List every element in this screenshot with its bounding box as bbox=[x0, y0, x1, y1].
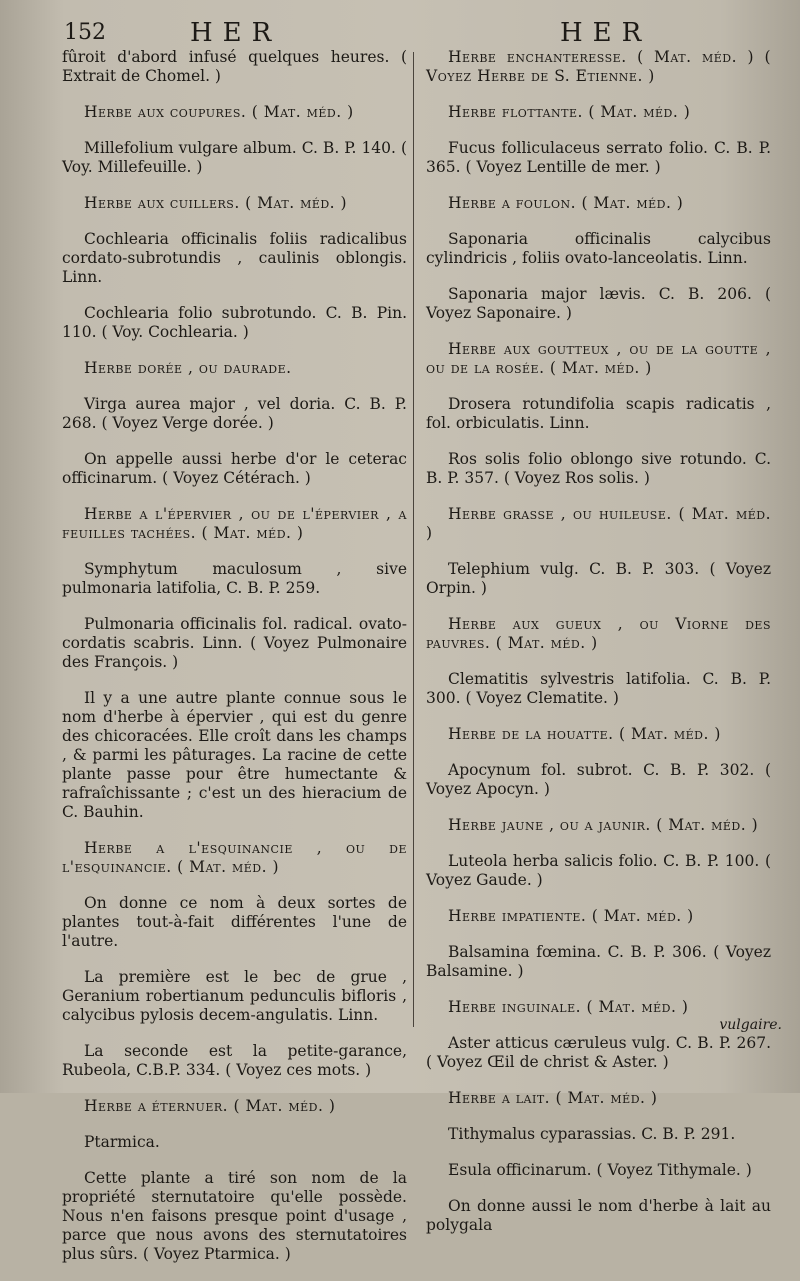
entry-heading: Herbe a l'esquinancie , ou de l'esquinancie. ( Mat. méd. ) bbox=[62, 839, 407, 876]
paragraph: Fucus folliculaceus serrato folio. C. B. P. 365. ( Voyez Lentille de mer. ) bbox=[426, 139, 771, 176]
paragraph: Apocynum fol. subrot. C. B. P. 302. ( Voyez Apocyn. ) bbox=[426, 761, 771, 798]
entry-heading: Herbe impatiente. ( Mat. méd. ) bbox=[448, 907, 694, 925]
entry-heading: Herbe aux goutteux , ou de la goutte , ou de la rosée. ( Mat. méd. ) bbox=[426, 340, 771, 377]
paragraph: Ros solis folio oblongo sive rotundo. C. B. P. 357. ( Voyez Ros solis. ) bbox=[426, 450, 771, 487]
paragraph: Tithymalus cyparassias. C. B. P. 291. bbox=[448, 1125, 736, 1143]
paragraph: On donne aussi le nom d'herbe à lait au polygala bbox=[426, 1197, 771, 1234]
running-header bbox=[0, 14, 800, 48]
paragraph: Saponaria major lævis. C. B. 206. ( Voyez Saponaire. ) bbox=[426, 285, 771, 322]
paragraph: Virga aurea major , vel doria. C. B. P. 268. ( Voyez Verge dorée. ) bbox=[62, 395, 407, 432]
column-divider bbox=[413, 52, 414, 1027]
entry-heading: Herbe a foulon. ( Mat. méd. ) bbox=[448, 194, 684, 212]
entry-heading: Herbe grasse , ou huileuse. ( Mat. méd. ) bbox=[426, 505, 771, 542]
entry-heading: Herbe de la houatte. ( Mat. méd. ) bbox=[448, 725, 721, 743]
entry-heading: Herbe a éternuer. ( Mat. méd. ) bbox=[84, 1097, 336, 1115]
paragraph: Drosera rotundifolia scapis radicatis , fol. orbiculatis. Linn. bbox=[426, 395, 771, 432]
running-head-right: HER bbox=[560, 18, 652, 48]
entry-heading: Herbe aux coupures. ( Mat. méd. ) bbox=[84, 103, 354, 121]
paragraph: On donne ce nom à deux sortes de plantes tout-à-fait différentes l'une de l'autre. bbox=[62, 894, 407, 950]
paragraph: Cochlearia officinalis foliis radicalibus cordato-subrotundis , caulinis oblongis. Linn. bbox=[62, 230, 407, 286]
paragraph: Millefolium vulgare album. C. B. P. 140. ( Voy. Millefeuille. ) bbox=[62, 139, 407, 176]
right-column bbox=[426, 48, 771, 1252]
entry-heading: Herbe dorée , ou daurade. bbox=[84, 359, 292, 377]
paragraph: Ptarmica. bbox=[84, 1133, 160, 1151]
left-column bbox=[62, 48, 407, 1281]
entry-heading: Herbe flottante. ( Mat. méd. ) bbox=[448, 103, 691, 121]
paragraph: La seconde est la petite-garance, Rubeola, C.B.P. 334. ( Voyez ces mots. ) bbox=[62, 1042, 407, 1079]
paragraph: Clematitis sylvestris latifolia. C. B. P. 300. ( Voyez Clematite. ) bbox=[426, 670, 771, 707]
paragraph: Il y a une autre plante connue sous le nom d'herbe à épervier , qui est du genre des chicoracées. Elle croît dans les champs , & parmi les pâturages. La racine de cette plante passe pour être humectante & rafraîchissante ; c'est un des hieracium de C. Bauhin. bbox=[62, 689, 407, 821]
paragraph: Saponaria officinalis calycibus cylindricis , foliis ovato-lanceolatis. Linn. bbox=[426, 230, 771, 267]
entry-heading: Herbe enchanteresse. ( Mat. méd. ) ( Voyez Herbe de S. Etienne. ) bbox=[426, 48, 771, 85]
entry-heading: Herbe aux cuillers. ( Mat. méd. ) bbox=[84, 194, 348, 212]
paragraph: Symphytum maculosum , sive pulmonaria latifolia, C. B. P. 259. bbox=[62, 560, 407, 597]
page-number: 152 bbox=[64, 20, 106, 45]
paragraph: Luteola herba salicis folio. C. B. P. 100. ( Voyez Gaude. ) bbox=[426, 852, 771, 889]
paragraph: Cochlearia folio subrotundo. C. B. Pin. 110. ( Voy. Cochlearia. ) bbox=[62, 304, 407, 341]
paragraph: Aster atticus cæruleus vulg. C. B. P. 267. ( Voyez Œil de christ & Aster. ) bbox=[426, 1034, 771, 1071]
paragraph: fûroit d'abord infusé quelques heures. ( Extrait de Chomel. ) bbox=[62, 48, 407, 85]
paragraph: Balsamina fœmina. C. B. P. 306. ( Voyez Balsamine. ) bbox=[426, 943, 771, 980]
entry-heading: Herbe a lait. ( Mat. méd. ) bbox=[448, 1089, 658, 1107]
catchword: vulgaire. bbox=[719, 1017, 782, 1033]
entry-heading: Herbe inguinale. ( Mat. méd. ) bbox=[448, 998, 689, 1016]
paragraph: Telephium vulg. C. B. P. 303. ( Voyez Orpin. ) bbox=[426, 560, 771, 597]
paragraph: Cette plante a tiré son nom de la propriété sternutatoire qu'elle possède. Nous n'en faisons presque point d'usage , parce que nous avons des sternutatoires plus sûrs. ( Voyez Ptarmica. ) bbox=[62, 1169, 407, 1263]
paragraph: On appelle aussi herbe d'or le ceterac officinarum. ( Voyez Cétérach. ) bbox=[62, 450, 407, 487]
running-head-left: HER bbox=[190, 18, 282, 48]
paragraph: Esula officinarum. ( Voyez Tithymale. ) bbox=[448, 1161, 752, 1179]
entry-heading: Herbe a l'épervier , ou de l'épervier , a feuilles tachées. ( Mat. méd. ) bbox=[62, 505, 407, 542]
paragraph: La première est le bec de grue , Geranium robertianum pedunculis bifloris , calycibus pylosis decem-angulatis. Linn. bbox=[62, 968, 407, 1024]
entry-heading: Herbe aux gueux , ou Viorne des pauvres. ( Mat. méd. ) bbox=[426, 615, 771, 652]
paragraph: Pulmonaria officinalis fol. radical. ovato-cordatis scabris. Linn. ( Voyez Pulmonaire des François. ) bbox=[62, 615, 407, 671]
entry-heading: Herbe jaune , ou a jaunir. ( Mat. méd. ) bbox=[448, 816, 759, 834]
